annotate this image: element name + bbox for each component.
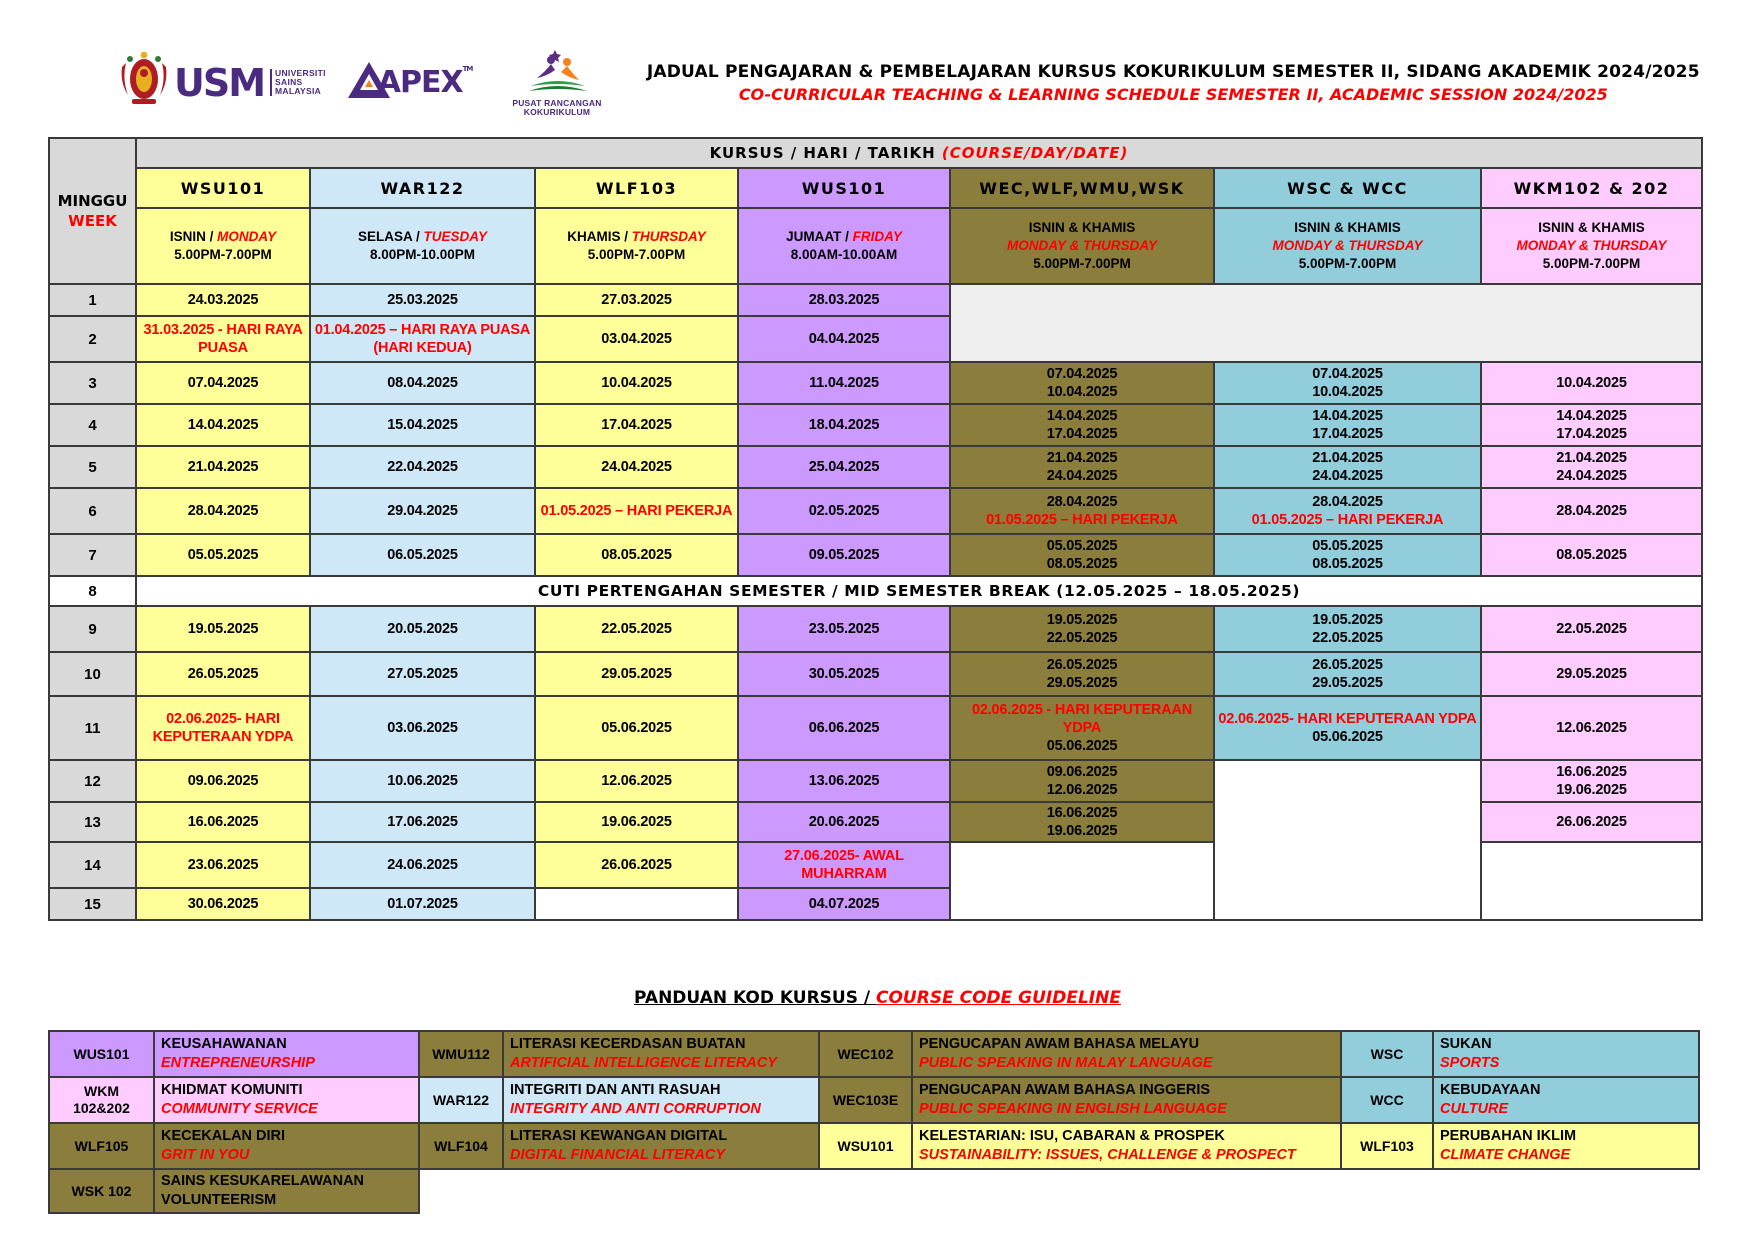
week-number: 9 xyxy=(49,606,136,652)
column-header-wsu101: WSU101 xyxy=(136,168,310,208)
usm-name: UNIVERSITI SAINS MALAYSIA xyxy=(270,69,326,96)
week-row-1 xyxy=(49,284,1702,316)
schedule-cell xyxy=(738,802,950,842)
holiday-note: 01.05.2025 – HARI PEKERJA xyxy=(540,502,733,519)
schedule-cell xyxy=(136,284,310,316)
schedule-cell xyxy=(738,888,950,920)
schedule-cell xyxy=(136,652,310,696)
schedule-cell xyxy=(1481,760,1702,802)
course-code: WAR122 xyxy=(419,1077,503,1123)
week-row-12 xyxy=(49,760,1702,802)
schedule-cell xyxy=(738,316,950,362)
week-number: 2 xyxy=(49,316,136,362)
course-code: WCC xyxy=(1341,1077,1433,1123)
holiday-note: 01.05.2025 – HARI PEKERJA xyxy=(1251,512,1444,528)
course-code: WEC103E xyxy=(819,1077,912,1123)
schedule-cell xyxy=(310,284,535,316)
date-text: 09.06.2025 xyxy=(1046,763,1118,780)
date-text: 26.06.2025 xyxy=(1556,814,1627,831)
date-text: 05.05.2025 xyxy=(1312,537,1383,554)
date-text: 04.04.2025 xyxy=(808,330,880,347)
schedule-cell xyxy=(1214,606,1481,652)
date-text: 26.05.2025 xyxy=(1046,656,1118,673)
guideline-table xyxy=(48,1030,1700,1214)
schedule-cell xyxy=(1481,652,1702,696)
column-header-wec-wlf-wmu-wsk: WEC,WLF,WMU,WSK xyxy=(950,168,1214,208)
holiday-note: 01.04.2025 – HARI RAYA PUASA (HARI KEDUA) xyxy=(314,321,531,356)
course-description: KECEKALAN DIRI GRIT IN YOU xyxy=(154,1123,419,1169)
schedule-cell xyxy=(310,316,535,362)
mid-semester-break: CUTI PERTENGAHAN SEMESTER / MID SEMESTER BREAK (12.05.2025 – 18.05.2025) xyxy=(136,576,1702,606)
guideline-row xyxy=(49,1077,1699,1123)
date-text: 20.06.2025 xyxy=(808,814,880,831)
date-text: 22.05.2025 xyxy=(601,620,672,637)
schedule-cell xyxy=(310,696,535,760)
schedule-cell xyxy=(136,606,310,652)
column-schedule-header: ISNIN & KHAMIS MONDAY & THURSDAY 5.00PM-7.00PM xyxy=(1214,208,1481,284)
schedule-cell xyxy=(950,284,1702,362)
schedule-cell xyxy=(310,488,535,534)
date-text: 05.05.2025 xyxy=(187,546,259,563)
date-text: 19.05.2025 xyxy=(1046,611,1118,628)
date-text: 28.04.2025 xyxy=(187,502,259,519)
holiday-note: 02.06.2025 - HARI KEPUTERAAN YDPA xyxy=(971,701,1193,736)
date-text: 28.04.2025 xyxy=(1046,493,1118,510)
schedule-cell xyxy=(310,606,535,652)
date-text: 25.04.2025 xyxy=(808,458,880,475)
week-row-9 xyxy=(49,606,1702,652)
schedule-cell xyxy=(738,842,950,888)
schedule-cell xyxy=(1214,760,1481,920)
date-text: 10.06.2025 xyxy=(387,772,458,789)
schedule-cell xyxy=(738,696,950,760)
date-text: 23.06.2025 xyxy=(187,857,259,874)
date-text: 19.06.2025 xyxy=(601,814,672,831)
course-description: PENGUCAPAN AWAM BAHASA INGGERIS PUBLIC SPEAKING IN ENGLISH LANGUAGE xyxy=(912,1077,1341,1123)
schedule-cell xyxy=(535,606,738,652)
apex-wordmark: APEX™ xyxy=(377,65,473,100)
course-description: LITERASI KECERDASAN BUATAN ARTIFICIAL INTELLIGENCE LITERACY xyxy=(503,1031,819,1077)
usm-crest-icon xyxy=(118,49,170,116)
week-row-3 xyxy=(49,362,1702,404)
document-title-malay: JADUAL PENGAJARAN & PEMBELAJARAN KURSUS KOKURIKULUM SEMESTER II, SIDANG AKADEMIK 2024/2025 xyxy=(646,61,1700,82)
schedule-cell xyxy=(136,488,310,534)
date-text: 12.06.2025 xyxy=(1556,719,1627,736)
date-text: 22.04.2025 xyxy=(387,458,458,475)
schedule-cell xyxy=(535,284,738,316)
course-description: SUKAN SPORTS xyxy=(1433,1031,1699,1077)
schedule-cell xyxy=(950,488,1214,534)
schedule-cell xyxy=(310,652,535,696)
schedule-cell xyxy=(738,760,950,802)
date-text: 08.04.2025 xyxy=(387,374,458,391)
date-text: 23.05.2025 xyxy=(808,620,880,637)
week-number: 1 xyxy=(49,284,136,316)
course-code: WLF103 xyxy=(1341,1123,1433,1169)
week-number: 6 xyxy=(49,488,136,534)
schedule-cell xyxy=(1214,488,1481,534)
week-row-4 xyxy=(49,404,1702,446)
guideline-row xyxy=(49,1123,1699,1169)
course-day-date-header: KURSUS / HARI / TARIKH (COURSE/DAY/DATE) xyxy=(136,138,1702,168)
schedule-cell xyxy=(310,802,535,842)
course-description: KHIDMAT KOMUNITI COMMUNITY SERVICE xyxy=(154,1077,419,1123)
week-number: 7 xyxy=(49,534,136,576)
schedule-cell xyxy=(136,404,310,446)
week-column-header: MINGGU WEEK xyxy=(49,138,136,284)
schedule-cell xyxy=(1214,534,1481,576)
date-text: 16.06.2025 xyxy=(1046,805,1118,821)
date-text: 29.05.2025 xyxy=(601,665,672,682)
week-number: 3 xyxy=(49,362,136,404)
schedule-cell xyxy=(950,446,1214,488)
column-header-wsc-wcc: WSC & WCC xyxy=(1214,168,1481,208)
week-number: 12 xyxy=(49,760,136,802)
schedule-cell xyxy=(136,316,310,362)
schedule-cell xyxy=(950,842,1214,920)
course-code: WSK 102 xyxy=(49,1169,154,1213)
date-text: 10.04.2025 xyxy=(1556,374,1627,391)
date-text: 18.04.2025 xyxy=(808,416,880,433)
date-text: 19.05.2025 xyxy=(1312,611,1383,628)
date-text: 11.04.2025 xyxy=(809,374,879,391)
date-text: 30.05.2025 xyxy=(808,665,880,682)
column-schedule-header: KHAMIS / THURSDAY 5.00PM-7.00PM xyxy=(535,208,738,284)
column-schedule-header: ISNIN & KHAMIS MONDAY & THURSDAY 5.00PM-7.00PM xyxy=(950,208,1214,284)
schedule-cell xyxy=(738,362,950,404)
date-text: 29.05.2025 xyxy=(1556,665,1627,682)
schedule-cell xyxy=(310,362,535,404)
column-header-war122: WAR122 xyxy=(310,168,535,208)
date-text: 14.04.2025 xyxy=(1046,407,1118,424)
schedule-cell xyxy=(310,842,535,888)
schedule-cell xyxy=(1214,696,1481,760)
holiday-note: 27.06.2025- AWAL MUHARRAM xyxy=(784,848,904,883)
schedule-cell xyxy=(136,760,310,802)
schedule-cell xyxy=(1481,488,1702,534)
date-text: 26.06.2025 xyxy=(601,857,672,874)
guideline-row xyxy=(49,1031,1699,1077)
schedule-cell xyxy=(535,760,738,802)
week-number: 13 xyxy=(49,802,136,842)
schedule-cell xyxy=(738,446,950,488)
schedule-cell xyxy=(535,888,738,920)
date-text: 21.04.2025 xyxy=(1312,449,1383,466)
date-text: 22.05.2025 xyxy=(1046,630,1118,646)
date-text: 16.06.2025 xyxy=(1556,763,1627,780)
guideline-title-english: COURSE CODE GUIDELINE xyxy=(876,988,1121,1008)
date-text: 10.04.2025 xyxy=(601,374,672,391)
date-text: 01.07.2025 xyxy=(387,896,458,913)
course-code: WSU101 xyxy=(819,1123,912,1169)
course-code: WKM 102&202 xyxy=(49,1077,154,1123)
schedule-cell xyxy=(738,534,950,576)
holiday-note: 02.06.2025- HARI KEPUTERAAN YDPA xyxy=(152,710,294,745)
column-header-wkm102-202: WKM102 & 202 xyxy=(1481,168,1702,208)
date-text: 21.04.2025 xyxy=(1046,449,1118,466)
date-text: 08.05.2025 xyxy=(601,546,672,563)
schedule-cell xyxy=(136,534,310,576)
schedule-cell xyxy=(1481,362,1702,404)
date-text: 10.04.2025 xyxy=(1046,384,1118,400)
date-text: 12.06.2025 xyxy=(601,772,672,789)
column-schedule-header: ISNIN & KHAMIS MONDAY & THURSDAY 5.00PM-7.00PM xyxy=(1481,208,1702,284)
date-text: 17.06.2025 xyxy=(387,814,458,831)
date-text: 14.04.2025 xyxy=(187,416,259,433)
schedule-cell xyxy=(535,696,738,760)
schedule-cell xyxy=(738,606,950,652)
schedule-cell xyxy=(950,760,1214,802)
date-text: 28.04.2025 xyxy=(1556,502,1627,519)
schedule-table xyxy=(48,137,1703,921)
date-text: 09.06.2025 xyxy=(187,772,259,789)
logo-strip xyxy=(118,48,602,118)
guideline-title-malay: PANDUAN KOD KURSUS / xyxy=(634,988,876,1008)
date-text: 10.04.2025 xyxy=(1312,384,1383,400)
date-text: 06.05.2025 xyxy=(387,546,458,563)
date-text: 25.03.2025 xyxy=(387,291,458,308)
week-number: 4 xyxy=(49,404,136,446)
document-title-english: CO-CURRICULAR TEACHING & LEARNING SCHEDULE SEMESTER II, ACADEMIC SESSION 2024/2025 xyxy=(738,84,1608,104)
schedule-cell xyxy=(950,802,1214,842)
guideline-title xyxy=(0,988,1755,1008)
schedule-cell xyxy=(1481,446,1702,488)
course-code: WMU112 xyxy=(419,1031,503,1077)
schedule-cell xyxy=(136,888,310,920)
schedule-cell xyxy=(950,362,1214,404)
schedule-cell xyxy=(535,842,738,888)
course-code: WUS101 xyxy=(49,1031,154,1077)
date-text: 12.06.2025 xyxy=(1046,782,1118,798)
schedule-cell xyxy=(738,652,950,696)
week-row-6 xyxy=(49,488,1702,534)
schedule-cell xyxy=(1481,802,1702,842)
date-text: 05.06.2025 xyxy=(1046,738,1118,755)
date-text: 05.06.2025 xyxy=(601,719,672,736)
date-text: 21.04.2025 xyxy=(187,458,259,475)
schedule-cell xyxy=(1481,534,1702,576)
date-text: 17.04.2025 xyxy=(601,416,672,433)
schedule-cell xyxy=(738,404,950,446)
document-header xyxy=(118,40,1735,125)
course-description: KEUSAHAWANAN ENTREPRENEURSHIP xyxy=(154,1031,419,1077)
schedule-cell xyxy=(950,652,1214,696)
date-text: 06.06.2025 xyxy=(808,719,880,736)
date-text: 24.03.2025 xyxy=(187,291,259,308)
course-description: PERUBAHAN IKLIM CLIMATE CHANGE xyxy=(1433,1123,1699,1169)
course-description: INTEGRITI DAN ANTI RASUAH INTEGRITY AND ANTI CORRUPTION xyxy=(503,1077,819,1123)
schedule-cell xyxy=(1214,652,1481,696)
schedule-cell xyxy=(535,362,738,404)
schedule-cell xyxy=(950,404,1214,446)
column-header-wus101: WUS101 xyxy=(738,168,950,208)
schedule-cell xyxy=(535,802,738,842)
course-code: WEC102 xyxy=(819,1031,912,1077)
date-text: 19.06.2025 xyxy=(1046,823,1118,840)
date-text: 02.05.2025 xyxy=(808,502,880,519)
date-text: 07.04.2025 xyxy=(1312,365,1383,382)
course-description: PENGUCAPAN AWAM BAHASA MELAYU PUBLIC SPEAKING IN MALAY LANGUAGE xyxy=(912,1031,1341,1077)
schedule-cell xyxy=(535,316,738,362)
schedule-cell xyxy=(950,534,1214,576)
holiday-note: 01.05.2025 – HARI PEKERJA xyxy=(986,512,1178,528)
schedule-cell xyxy=(310,446,535,488)
date-text: 16.06.2025 xyxy=(187,814,259,831)
week-number: 14 xyxy=(49,842,136,888)
date-text: 24.04.2025 xyxy=(601,458,672,475)
date-text: 24.06.2025 xyxy=(387,857,458,874)
week-row-7 xyxy=(49,534,1702,576)
schedule-cell xyxy=(1214,404,1481,446)
date-text: 17.04.2025 xyxy=(1556,426,1627,442)
kokurikulum-name: PUSAT RANCANGAN KOKURIKULUM xyxy=(512,97,602,117)
column-schedule-header: ISNIN / MONDAY 5.00PM-7.00PM xyxy=(136,208,310,284)
schedule-cell xyxy=(535,446,738,488)
date-text: 26.05.2025 xyxy=(187,665,259,682)
date-text: 05.05.2025 xyxy=(1046,537,1118,554)
apex-logo xyxy=(346,60,473,105)
schedule-cell xyxy=(1481,842,1702,920)
schedule-cell xyxy=(310,534,535,576)
schedule-cell xyxy=(535,488,738,534)
schedule-cell xyxy=(1481,404,1702,446)
date-text: 17.04.2025 xyxy=(1312,426,1383,442)
schedule-cell xyxy=(136,446,310,488)
schedule-cell xyxy=(136,842,310,888)
week-row-5 xyxy=(49,446,1702,488)
date-text: 28.04.2025 xyxy=(1312,493,1383,510)
course-description: LITERASI KEWANGAN DIGITAL DIGITAL FINANCIAL LITERACY xyxy=(503,1123,819,1169)
date-text: 08.05.2025 xyxy=(1046,556,1118,572)
schedule-cell xyxy=(535,534,738,576)
kokurikulum-figures-icon xyxy=(525,48,589,99)
date-text: 29.04.2025 xyxy=(387,502,458,519)
date-text: 22.05.2025 xyxy=(1556,620,1627,637)
date-text: 08.05.2025 xyxy=(1312,556,1383,572)
date-text: 27.03.2025 xyxy=(601,291,672,308)
date-text: 27.05.2025 xyxy=(387,665,458,682)
date-text: 03.06.2025 xyxy=(387,719,458,736)
column-schedule-header: JUMAAT / FRIDAY 8.00AM-10.00AM xyxy=(738,208,950,284)
column-header-wlf103: WLF103 xyxy=(535,168,738,208)
date-text: 03.04.2025 xyxy=(601,330,672,347)
week-row-10 xyxy=(49,652,1702,696)
week-number: 11 xyxy=(49,696,136,760)
date-text: 21.04.2025 xyxy=(1556,449,1627,466)
date-text: 14.04.2025 xyxy=(1312,407,1383,424)
schedule-cell xyxy=(1481,696,1702,760)
title-block xyxy=(602,62,1735,104)
schedule-cell xyxy=(310,888,535,920)
guideline-row xyxy=(49,1169,1699,1213)
schedule-cell xyxy=(310,404,535,446)
schedule-cell xyxy=(738,488,950,534)
schedule-cell xyxy=(1481,606,1702,652)
schedule-cell xyxy=(535,652,738,696)
column-schedule-header: SELASA / TUESDAY 8.00PM-10.00PM xyxy=(310,208,535,284)
date-text: 20.05.2025 xyxy=(387,620,458,637)
course-description: KELESTARIAN: ISU, CABARAN & PROSPEK SUSTAINABILITY: ISSUES, CHALLENGE & PROSPECT xyxy=(912,1123,1341,1169)
date-text: 07.04.2025 xyxy=(187,374,259,391)
schedule-cell xyxy=(136,802,310,842)
holiday-note: 02.06.2025- HARI KEPUTERAAN YDPA xyxy=(1218,710,1477,727)
date-text: 19.06.2025 xyxy=(1556,782,1627,798)
usm-acronym: USM xyxy=(174,60,265,105)
week-number: 15 xyxy=(49,888,136,920)
course-code: WLF104 xyxy=(419,1123,503,1169)
date-text: 29.05.2025 xyxy=(1312,675,1383,691)
course-code: WLF105 xyxy=(49,1123,154,1169)
date-text: 24.04.2025 xyxy=(1312,468,1383,484)
date-text: 14.04.2025 xyxy=(1556,407,1627,424)
schedule-cell xyxy=(310,760,535,802)
week-row-8 xyxy=(49,576,1702,606)
date-text: 05.06.2025 xyxy=(1312,729,1383,745)
schedule-cell xyxy=(738,284,950,316)
date-text: 26.05.2025 xyxy=(1312,656,1383,673)
schedule-cell xyxy=(1214,446,1481,488)
week-number: 8 xyxy=(49,576,136,606)
week-number: 5 xyxy=(49,446,136,488)
date-text: 13.06.2025 xyxy=(808,772,880,789)
date-text: 09.05.2025 xyxy=(808,546,880,563)
date-text: 04.07.2025 xyxy=(808,896,880,913)
date-text: 07.04.2025 xyxy=(1046,365,1118,382)
date-text: 24.04.2025 xyxy=(1556,468,1627,484)
schedule-cell xyxy=(535,404,738,446)
course-description: SAINS KESUKARELAWANAN VOLUNTEERISM xyxy=(154,1169,419,1213)
schedule-cell xyxy=(950,606,1214,652)
date-text: 30.06.2025 xyxy=(187,896,259,913)
week-number: 10 xyxy=(49,652,136,696)
date-text: 15.04.2025 xyxy=(387,416,458,433)
course-description: KEBUDAYAAN CULTURE xyxy=(1433,1077,1699,1123)
course-code: WSC xyxy=(1341,1031,1433,1077)
schedule-cell xyxy=(136,362,310,404)
week-row-11 xyxy=(49,696,1702,760)
holiday-note: 31.03.2025 - HARI RAYA PUASA xyxy=(143,321,303,356)
schedule-cell xyxy=(136,696,310,760)
date-text: 19.05.2025 xyxy=(187,620,259,637)
schedule-cell xyxy=(950,696,1214,760)
schedule-cell xyxy=(1214,362,1481,404)
date-text: 29.05.2025 xyxy=(1046,675,1118,691)
date-text: 28.03.2025 xyxy=(808,291,880,308)
date-text: 17.04.2025 xyxy=(1046,426,1118,442)
date-text: 24.04.2025 xyxy=(1046,468,1118,484)
usm-logo xyxy=(118,49,326,116)
kokurikulum-logo xyxy=(512,48,601,118)
date-text: 08.05.2025 xyxy=(1556,546,1627,563)
date-text: 22.05.2025 xyxy=(1312,630,1383,646)
